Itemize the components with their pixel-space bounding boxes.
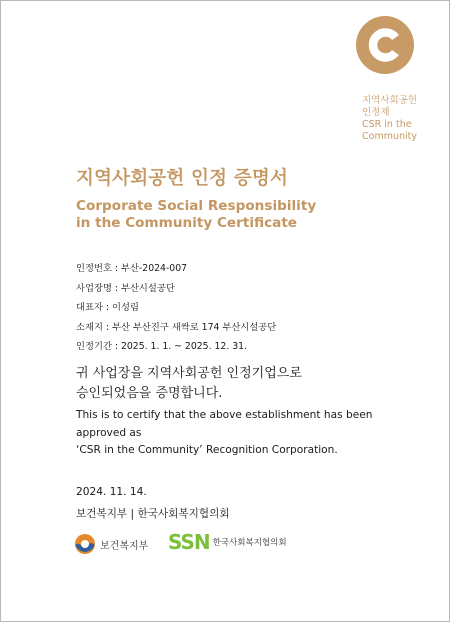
ssn-logo [168, 530, 287, 554]
mohw-emblem-icon [74, 533, 96, 555]
issuers: 보건복지부 | 한국사회복지협의회 [76, 508, 230, 520]
statement-english [76, 407, 372, 460]
statement-korean-line: 승인되었음을 증명합니다. [76, 386, 223, 401]
logo-caption-line: Community [362, 131, 417, 142]
certificate-info [76, 259, 276, 357]
certificate-title-english [76, 198, 316, 232]
title-english-line: in the Community Certificate [76, 215, 298, 231]
mohw-logo [74, 533, 148, 555]
issue-date: 2024. 11. 14. [76, 486, 147, 498]
logo-caption [362, 95, 448, 143]
statement-english-line: ‘CSR in the Community’ Recognition Corporation. [76, 444, 338, 456]
logo-caption-line: 인정제 [362, 107, 390, 118]
representative: 대표자 : 이성림 [76, 302, 139, 313]
certificate-title-korean: 지역사회공헌 인정 증명서 [76, 168, 289, 189]
statement-korean [76, 364, 302, 404]
address: 소재지 : 부산 부산진구 새싹로 174 부산시설공단 [76, 321, 277, 333]
logo-caption-line: CSR in the [362, 119, 412, 130]
business-name: 사업장명 : 부산시설공단 [76, 282, 175, 294]
logo-caption-line: 지역사회공헌 [362, 95, 418, 106]
statement-korean-line: 귀 사업장을 지역사회공헌 인정기업으로 [76, 366, 302, 381]
statement-english-line: This is to certify that the above establishment has been [76, 409, 373, 421]
title-english-line: Corporate Social Responsibility [76, 198, 317, 214]
recognition-period: 인정기간 : 2025. 1. 1. ~ 2025. 12. 31. [76, 341, 248, 352]
ssn-mark: SSN [168, 530, 210, 554]
statement-english-line: approved as [76, 426, 142, 439]
ssn-name: 한국사회복지협의회 [212, 538, 287, 548]
csr-c-logo-icon [356, 16, 414, 74]
recognition-number: 인정번호 : 부산-2024-007 [76, 263, 188, 274]
mohw-name: 보건복지부 [100, 540, 149, 552]
